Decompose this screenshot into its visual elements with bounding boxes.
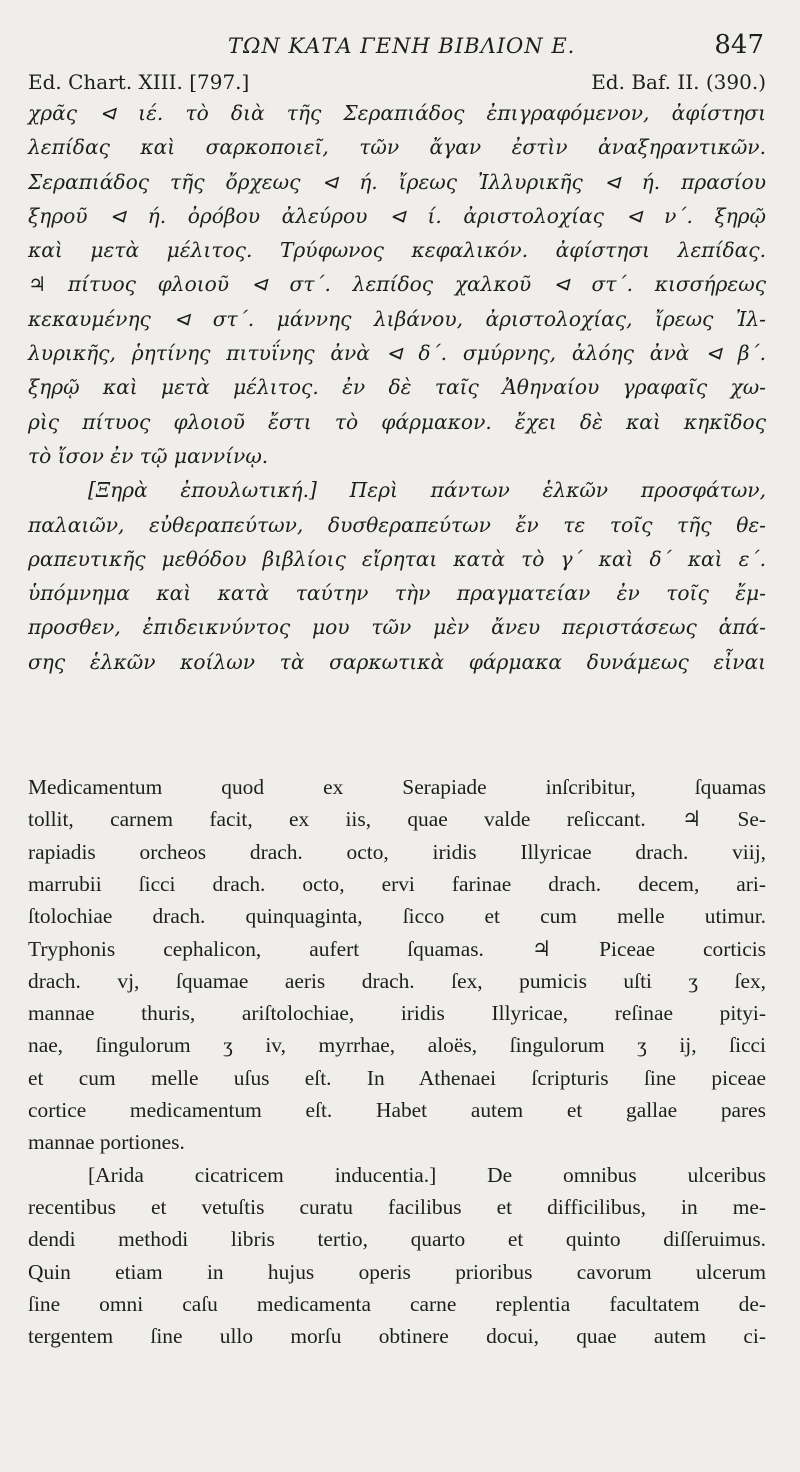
text-line: tollit, carnem facit, ex iis, quae valde reſiccant. ♃ Se- — [28, 807, 766, 832]
text-line: τὸ ἴσον ἐν τῷ μαννίνῳ. — [28, 443, 269, 468]
text-line: cortice medicamentum eſt. Habet autem et gallae pares — [28, 1098, 766, 1123]
text-line: nae, ſingulorum ʒ iv, myrrhae, aloës, ſingulorum ʒ ij, ſicci — [28, 1033, 766, 1058]
text-line: tergentem ſine ullo morſu obtinere docui, quae autem ci- — [28, 1324, 766, 1349]
latin-paragraph — [28, 1159, 766, 1353]
text-line: Quin etiam in hujus operis prioribus cavorum ulcerum — [28, 1259, 766, 1284]
text-line: ξηρῷ καὶ μετὰ μέλιτος. ἐν δὲ ταῖς Ἀθηναίου γραφαῖς χω- — [28, 375, 766, 400]
greek-text — [28, 96, 766, 679]
text-line: παλαιῶν, εὐθεραπεύτων, δυσθεραπεύτων ἔν τε τοῖς τῆς θε- — [28, 512, 766, 537]
page-number: 847 — [714, 30, 764, 60]
text-line: ραπευτικῆς μεθόδου βιβλίοις εἴρηται κατὰ τὸ γ΄ καὶ δ΄ καὶ ε΄. — [28, 546, 766, 571]
text-line: ρὶς πίτυος φλοιοῦ ἔστι τὸ φάρμακον. ἔχει δὲ καὶ κηκῖδος — [28, 409, 766, 434]
latin-text — [28, 771, 766, 1352]
column-gap — [28, 679, 766, 771]
text-line: [Arida cicatricem inducentia.] De omnibus ulceribus — [88, 1162, 766, 1187]
text-line: λεπίδας καὶ σαρκοποιεῖ, τῶν ἄγαν ἐστὶν ἀναξηραντικῶν. — [28, 135, 766, 160]
text-line: σης ἑλκῶν κοίλων τὰ σαρκωτικὰ φάρμακα δυνάμεως εἶναι — [28, 649, 766, 674]
text-line: Medicamentum quod ex Serapiade inſcribitur, ſquamas — [28, 775, 766, 800]
text-line: mannae portiones. — [28, 1130, 185, 1155]
running-title: ΤΩΝ ΚΑΤΑ ΓΕΝΗ ΒΙΒΛΙΟΝ Ε. — [228, 34, 576, 58]
edition-left: Ed. Chart. XIII. [797.] — [28, 70, 250, 94]
text-line: χρᾶς ⊲ ιέ. τὸ διὰ τῆς Σεραπιάδος ἐπιγραφόμενον, ἀφίστησι — [28, 101, 766, 125]
text-line: καὶ μετὰ μέλιτος. Τρύφωνος κεφαλικόν. ἀφίστησι λεπίδας. — [28, 238, 766, 263]
text-line: λυρικῆς, ῥητίνης πιτυΐνης ἀνὰ ⊲ δ΄. σμύρνης, ἀλόης ἀνὰ ⊲ β΄. — [28, 341, 766, 366]
edition-line — [28, 68, 766, 96]
text-line: rapiadis orcheos drach. octo, iridis Illyricae drach. viij, — [28, 839, 766, 864]
text-line: drach. vj, ſquamae aeris drach. ſex, pumicis uſti ʒ ſex, — [28, 968, 766, 993]
text-line: mannae thuris, ariſtolochiae, iridis Illyricae, reſinae pityi- — [28, 1001, 766, 1026]
text-line: προσθεν, ἐπιδεικνύντος μου τῶν μὲν ἄνευ περιστάσεως ἁπά- — [28, 615, 766, 640]
greek-paragraph — [28, 473, 766, 679]
text-line: κεκαυμένης ⊲ στ΄. μάννης λιβάνου, ἀριστολοχίας, ἴρεως Ἰλ- — [28, 306, 766, 331]
text-line: et cum melle uſus eſt. In Athenaei ſcripturis ſine piceae — [28, 1065, 766, 1090]
latin-paragraph — [28, 771, 766, 1159]
text-line: ſine omni caſu medicamenta carne replentia facultatem de- — [28, 1291, 766, 1316]
text-line: Σεραπιάδος τῆς ὄρχεως ⊲ ή. ἴρεως Ἰλλυρικῆς ⊲ ή. πρασίου — [28, 169, 766, 194]
text-line: recentibus et vetuſtis curatu facilibus et difficilibus, in me- — [28, 1194, 766, 1219]
text-line: ὑπόμνημα καὶ κατὰ ταύτην τὴν πραγματείαν ἐν τοῖς ἔμ- — [28, 581, 766, 606]
greek-paragraph — [28, 96, 766, 473]
text-line: [Ξηρὰ ἐπουλωτική.] Περὶ πάντων ἑλκῶν προσφάτων, — [88, 478, 766, 503]
text-line: ſtolochiae drach. quinquaginta, ſicco et cum melle utimur. — [28, 904, 766, 929]
edition-right: Ed. Baf. II. (390.) — [591, 70, 766, 94]
text-line: dendi methodi libris tertio, quarto et quinto diſſeruimus. — [28, 1227, 766, 1252]
text-line: Tryphonis cephalicon, aufert ſquamas. ♃ Piceae corticis — [28, 936, 766, 961]
running-head — [28, 24, 766, 68]
text-line: ♃ πίτυος φλοιοῦ ⊲ στ΄. λεπίδος χαλκοῦ ⊲ στ΄. κισσήρεως — [28, 272, 766, 297]
text-line: ξηροῦ ⊲ ή. ὀρόβου ἀλεύρου ⊲ ί. ἀριστολοχίας ⊲ ν΄. ξηρῷ — [28, 203, 766, 228]
text-line: marrubii ſicci drach. octo, ervi farinae drach. decem, ari- — [28, 871, 766, 896]
